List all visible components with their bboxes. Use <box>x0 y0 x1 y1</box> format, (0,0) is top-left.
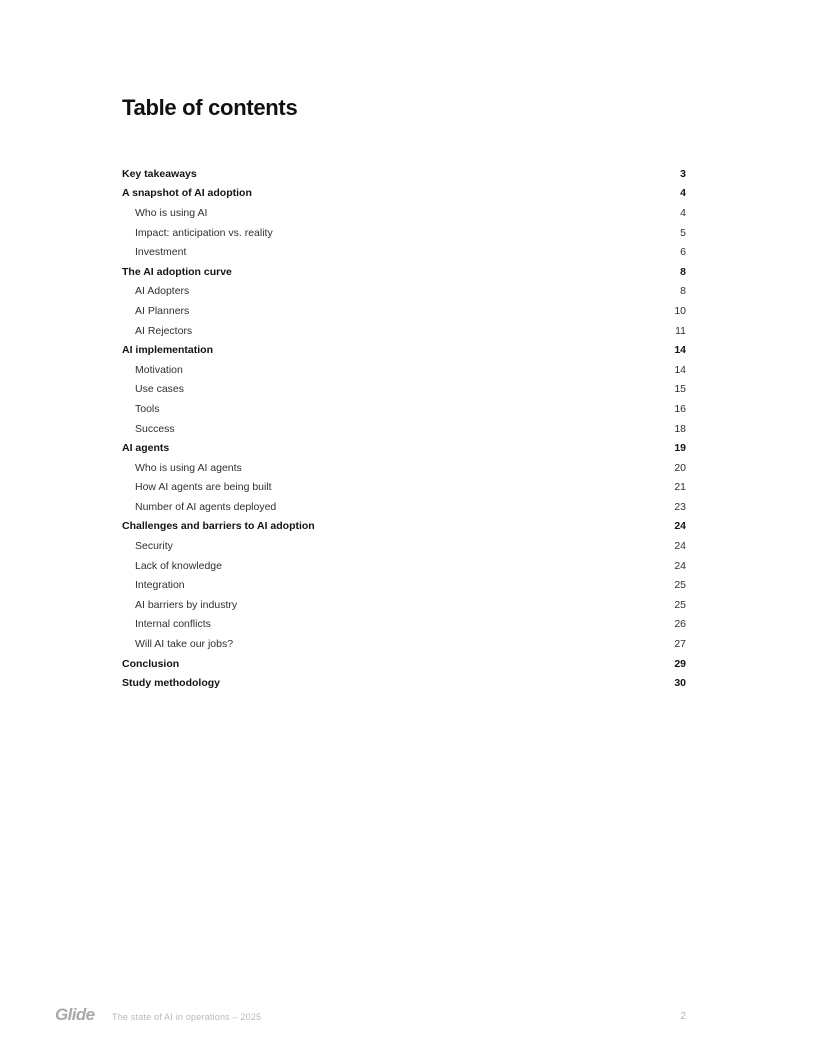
toc-entry-label: AI Rejectors <box>135 324 193 337</box>
toc-entry-label: Impact: anticipation vs. reality <box>135 226 273 239</box>
toc-entry-page-number: 3 <box>680 167 686 180</box>
toc-entry-label: Who is using AI agents <box>135 461 242 474</box>
toc-entry-page-number: 8 <box>680 285 686 298</box>
toc-entry[interactable] <box>122 556 686 576</box>
toc-entry-label: Challenges and barriers to AI adoption <box>122 520 315 533</box>
toc-entry[interactable] <box>122 634 686 654</box>
toc-entry-label: Investment <box>135 246 187 259</box>
toc-entry-page-number: 30 <box>674 677 686 690</box>
toc-entry[interactable] <box>122 536 686 556</box>
toc-entry-label: How AI agents are being built <box>135 481 272 494</box>
toc-entry-label: Use cases <box>135 383 185 396</box>
toc-entry-page-number: 10 <box>674 304 686 317</box>
toc-entry-page-number: 4 <box>680 187 686 200</box>
toc-entry-label: The AI adoption curve <box>122 265 232 278</box>
toc-entry-page-number: 29 <box>674 657 686 670</box>
toc-entry-page-number: 26 <box>674 618 686 631</box>
toc-entry-page-number: 6 <box>680 246 686 259</box>
toc-entry[interactable] <box>122 203 686 223</box>
toc-entry-page-number: 14 <box>674 344 686 357</box>
toc-entry-page-number: 8 <box>680 265 686 278</box>
toc-entry-page-number: 24 <box>674 520 686 533</box>
toc-entry[interactable] <box>122 615 686 635</box>
toc-entry[interactable] <box>122 595 686 615</box>
page-title: Table of contents <box>122 95 298 120</box>
toc-entry-label: Study methodology <box>122 677 220 690</box>
footer-page-number: 2 <box>680 1011 686 1022</box>
toc-entry-page-number: 24 <box>674 540 686 553</box>
toc-entry[interactable] <box>122 282 686 302</box>
toc-entry-page-number: 4 <box>680 206 686 219</box>
toc-entry-label: Lack of knowledge <box>135 559 222 572</box>
toc-entry-page-number: 11 <box>675 324 686 337</box>
toc-entry[interactable] <box>122 497 686 517</box>
toc-entry[interactable] <box>122 223 686 243</box>
toc-entry-label: Motivation <box>135 363 183 376</box>
toc-entry-page-number: 14 <box>674 363 686 376</box>
toc-entry[interactable] <box>122 321 686 341</box>
toc-entry[interactable] <box>122 301 686 321</box>
toc-entry-page-number: 23 <box>674 500 686 513</box>
toc-entry-page-number: 20 <box>674 461 686 474</box>
toc-entry-label: AI agents <box>122 442 170 455</box>
toc-entry[interactable] <box>122 478 686 498</box>
toc-entry-label: AI Adopters <box>135 285 190 298</box>
toc-entry-label: Number of AI agents deployed <box>135 500 277 513</box>
toc-entry[interactable] <box>122 654 686 674</box>
toc-entry[interactable] <box>122 184 686 204</box>
toc-entry-page-number: 27 <box>674 638 686 651</box>
toc-entry[interactable] <box>122 360 686 380</box>
toc-entry-label: Tools <box>135 402 160 415</box>
toc-list <box>122 164 686 693</box>
toc-entry[interactable] <box>122 242 686 262</box>
toc-entry-label: Security <box>135 540 173 553</box>
toc-entry-label: Integration <box>135 579 185 592</box>
toc-entry-label: Conclusion <box>122 657 180 670</box>
toc-entry-page-number: 21 <box>674 481 686 494</box>
toc-entry-label: Who is using AI <box>135 206 208 219</box>
footer-document-title: The state of AI in operations – 2025 <box>112 1012 262 1022</box>
toc-entry-label: AI barriers by industry <box>135 598 238 611</box>
toc-entry[interactable] <box>122 164 686 184</box>
toc-entry-label: A snapshot of AI adoption <box>122 187 252 200</box>
toc-entry-page-number: 19 <box>674 442 686 455</box>
toc-entry[interactable] <box>122 399 686 419</box>
toc-entry[interactable] <box>122 673 686 693</box>
toc-entry-page-number: 24 <box>674 559 686 572</box>
toc-entry-label: Key takeaways <box>122 167 197 180</box>
toc-entry[interactable] <box>122 340 686 360</box>
toc-entry-page-number: 5 <box>680 226 686 239</box>
toc-entry-label: AI Planners <box>135 304 190 317</box>
toc-entry-page-number: 18 <box>674 422 686 435</box>
toc-entry[interactable] <box>122 575 686 595</box>
toc-entry-label: Will AI take our jobs? <box>135 638 234 651</box>
toc-entry[interactable] <box>122 458 686 478</box>
toc-entry-label: AI implementation <box>122 344 214 357</box>
toc-entry-label: Internal conflicts <box>135 618 211 631</box>
toc-entry-page-number: 25 <box>674 598 686 611</box>
toc-entry[interactable] <box>122 419 686 439</box>
glide-logo: Glide <box>55 1005 95 1024</box>
toc-entry-page-number: 25 <box>674 579 686 592</box>
toc-entry-page-number: 16 <box>674 402 686 415</box>
toc-entry[interactable] <box>122 517 686 537</box>
toc-entry[interactable] <box>122 438 686 458</box>
toc-entry[interactable] <box>122 380 686 400</box>
toc-entry-page-number: 15 <box>674 383 686 396</box>
toc-entry[interactable] <box>122 262 686 282</box>
toc-entry-label: Success <box>135 422 175 435</box>
